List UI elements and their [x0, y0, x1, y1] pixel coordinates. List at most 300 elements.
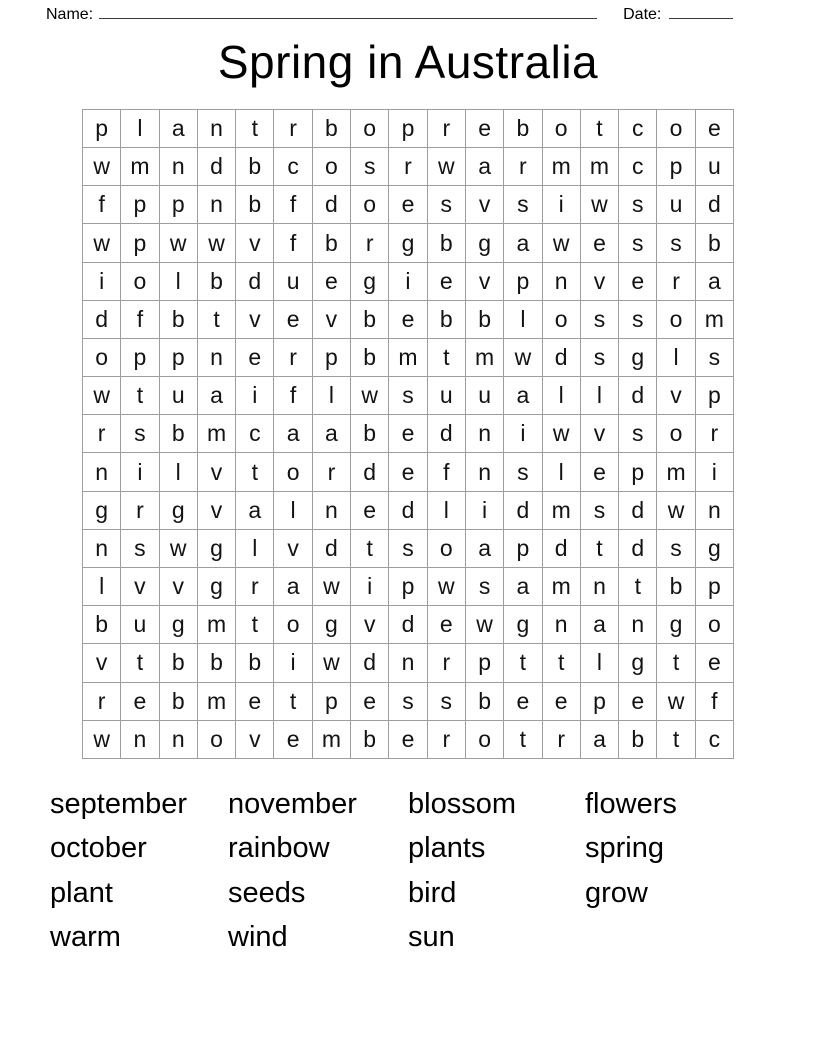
grid-cell: m	[121, 148, 159, 186]
grid-cell: g	[619, 339, 657, 377]
word-item: spring	[585, 832, 664, 865]
grid-cell: e	[581, 224, 619, 262]
grid-cell: b	[428, 301, 466, 339]
grid-cell: f	[83, 186, 121, 224]
grid-cell: m	[466, 339, 504, 377]
grid-cell: i	[121, 453, 159, 491]
grid-cell: b	[313, 110, 351, 148]
grid-cell: r	[274, 110, 312, 148]
grid-cell: e	[274, 301, 312, 339]
grid-cell: i	[543, 186, 581, 224]
grid-cell: v	[581, 415, 619, 453]
grid-cell: g	[198, 530, 236, 568]
grid-cell: s	[581, 301, 619, 339]
word-list-column	[585, 782, 677, 960]
grid-cell: v	[581, 263, 619, 301]
grid-cell: a	[581, 606, 619, 644]
grid-cell: o	[274, 453, 312, 491]
grid-cell: v	[236, 224, 274, 262]
grid-cell: w	[428, 568, 466, 606]
grid-cell: b	[160, 683, 198, 721]
grid-cell: d	[543, 339, 581, 377]
grid-cell: t	[236, 110, 274, 148]
grid-cell: a	[504, 568, 542, 606]
grid-cell: e	[389, 186, 427, 224]
grid-cell: g	[351, 263, 389, 301]
grid-cell: v	[274, 530, 312, 568]
grid-cell: l	[121, 110, 159, 148]
grid-cell: m	[543, 148, 581, 186]
grid-cell: e	[236, 339, 274, 377]
grid-cell: d	[236, 263, 274, 301]
grid-cell: i	[236, 377, 274, 415]
grid-cell: w	[543, 415, 581, 453]
grid-cell: f	[121, 301, 159, 339]
grid-cell: m	[313, 721, 351, 759]
grid-cell: c	[619, 148, 657, 186]
grid-cell: e	[466, 110, 504, 148]
grid-cell: n	[313, 492, 351, 530]
grid-cell: n	[543, 263, 581, 301]
grid-cell: v	[198, 453, 236, 491]
grid-cell: s	[619, 224, 657, 262]
grid-cell: d	[619, 377, 657, 415]
grid-cell: n	[581, 568, 619, 606]
grid-cell: w	[313, 644, 351, 682]
word-list-column	[50, 782, 228, 960]
grid-cell: w	[657, 492, 695, 530]
grid-cell: e	[504, 683, 542, 721]
grid-cell: p	[657, 148, 695, 186]
grid-cell: t	[504, 644, 542, 682]
grid-cell: p	[504, 263, 542, 301]
grid-cell: f	[696, 683, 734, 721]
grid-cell: n	[198, 339, 236, 377]
grid-cell: b	[83, 606, 121, 644]
grid-cell: g	[504, 606, 542, 644]
grid-cell: t	[581, 530, 619, 568]
grid-cell: n	[160, 148, 198, 186]
name-label: Name:	[46, 6, 94, 23]
grid-cell: e	[389, 415, 427, 453]
grid-cell: e	[696, 110, 734, 148]
grid-cell: v	[466, 263, 504, 301]
grid-cell: a	[466, 148, 504, 186]
grid-cell: b	[466, 301, 504, 339]
grid-cell: b	[160, 415, 198, 453]
grid-cell: b	[236, 644, 274, 682]
grid-cell: u	[121, 606, 159, 644]
grid-cell: l	[543, 453, 581, 491]
grid-cell: n	[619, 606, 657, 644]
grid-cell: d	[313, 530, 351, 568]
grid-cell: d	[696, 186, 734, 224]
date-label: Date:	[623, 6, 662, 23]
grid-cell: a	[274, 415, 312, 453]
grid-cell: u	[428, 377, 466, 415]
grid-cell: f	[428, 453, 466, 491]
grid-cell: w	[160, 530, 198, 568]
word-item: plants	[408, 832, 486, 865]
grid-cell: p	[160, 186, 198, 224]
grid-cell: d	[198, 148, 236, 186]
grid-cell: s	[351, 148, 389, 186]
grid-cell: n	[543, 606, 581, 644]
grid-cell: l	[504, 301, 542, 339]
grid-cell: b	[351, 415, 389, 453]
grid-cell: d	[504, 492, 542, 530]
grid-cell: o	[351, 110, 389, 148]
grid-cell: c	[696, 721, 734, 759]
grid-cell: l	[160, 453, 198, 491]
grid-cell: p	[313, 339, 351, 377]
grid-cell: d	[351, 453, 389, 491]
grid-cell: a	[236, 492, 274, 530]
grid-cell: w	[581, 186, 619, 224]
grid-cell: i	[504, 415, 542, 453]
grid-cell: w	[543, 224, 581, 262]
grid-cell: s	[581, 492, 619, 530]
grid-cell: g	[696, 530, 734, 568]
grid-cell: d	[389, 492, 427, 530]
grid-cell: g	[619, 644, 657, 682]
grid-cell: v	[313, 301, 351, 339]
word-item: november	[228, 787, 357, 820]
grid-cell: p	[466, 644, 504, 682]
grid-cell: l	[236, 530, 274, 568]
grid-cell: b	[198, 644, 236, 682]
grid-cell: w	[466, 606, 504, 644]
grid-cell: s	[619, 415, 657, 453]
grid-cell: p	[121, 186, 159, 224]
grid-cell: a	[504, 377, 542, 415]
grid-cell: c	[619, 110, 657, 148]
grid-cell: e	[389, 721, 427, 759]
grid-cell: w	[160, 224, 198, 262]
grid-cell: o	[657, 110, 695, 148]
grid-cell: o	[198, 721, 236, 759]
grid-cell: s	[657, 530, 695, 568]
grid-cell: t	[504, 721, 542, 759]
grid-cell: b	[657, 568, 695, 606]
grid-cell: l	[274, 492, 312, 530]
grid-cell: r	[313, 453, 351, 491]
grid-cell: s	[389, 530, 427, 568]
grid-cell: b	[313, 224, 351, 262]
grid-cell: e	[351, 683, 389, 721]
grid-cell: c	[236, 415, 274, 453]
grid-cell: s	[619, 301, 657, 339]
name-blank-line	[99, 4, 597, 19]
grid-cell: a	[274, 568, 312, 606]
grid-cell: g	[83, 492, 121, 530]
grid-cell: n	[389, 644, 427, 682]
word-item: september	[50, 787, 188, 820]
grid-cell: r	[121, 492, 159, 530]
grid-cell: m	[696, 301, 734, 339]
grid-cell: o	[543, 301, 581, 339]
grid-cell: b	[198, 263, 236, 301]
grid-cell: d	[83, 301, 121, 339]
grid-cell: a	[466, 530, 504, 568]
grid-cell: g	[313, 606, 351, 644]
grid-cell: r	[428, 110, 466, 148]
grid-cell: p	[504, 530, 542, 568]
grid-cell: t	[657, 721, 695, 759]
grid-cell: o	[466, 721, 504, 759]
grid-cell: r	[389, 148, 427, 186]
grid-cell: v	[657, 377, 695, 415]
grid-cell: p	[83, 110, 121, 148]
grid-cell: o	[696, 606, 734, 644]
grid-cell: r	[657, 263, 695, 301]
grid-cell: t	[581, 110, 619, 148]
grid-cell: m	[543, 492, 581, 530]
word-item: october	[50, 832, 147, 865]
grid-cell: l	[657, 339, 695, 377]
grid-cell: f	[274, 224, 312, 262]
grid-cell: t	[236, 606, 274, 644]
grid-cell: b	[351, 721, 389, 759]
grid-cell: n	[198, 110, 236, 148]
grid-cell: r	[83, 683, 121, 721]
grid-cell: g	[198, 568, 236, 606]
grid-cell: m	[657, 453, 695, 491]
grid-cell: e	[236, 683, 274, 721]
grid-cell: u	[160, 377, 198, 415]
grid-cell: d	[313, 186, 351, 224]
grid-cell: d	[351, 644, 389, 682]
grid-cell: r	[696, 415, 734, 453]
grid-cell: m	[198, 683, 236, 721]
grid-cell: n	[83, 453, 121, 491]
grid-cell: i	[466, 492, 504, 530]
grid-cell: s	[581, 339, 619, 377]
grid-cell: b	[619, 721, 657, 759]
grid-cell: a	[504, 224, 542, 262]
grid-cell: u	[466, 377, 504, 415]
grid-cell: m	[198, 606, 236, 644]
grid-cell: r	[504, 148, 542, 186]
grid-cell: p	[313, 683, 351, 721]
grid-cell: s	[428, 186, 466, 224]
grid-cell: t	[428, 339, 466, 377]
grid-cell: o	[274, 606, 312, 644]
grid-cell: g	[160, 606, 198, 644]
grid-cell: n	[121, 721, 159, 759]
grid-cell: v	[121, 568, 159, 606]
grid-cell: v	[351, 606, 389, 644]
grid-cell: e	[121, 683, 159, 721]
grid-cell: r	[351, 224, 389, 262]
grid-cell: t	[274, 683, 312, 721]
grid-cell: l	[160, 263, 198, 301]
grid-cell: t	[619, 568, 657, 606]
grid-cell: e	[274, 721, 312, 759]
grid-cell: b	[236, 148, 274, 186]
grid-cell: g	[160, 492, 198, 530]
grid-cell: i	[351, 568, 389, 606]
grid-cell: r	[83, 415, 121, 453]
grid-cell: r	[428, 644, 466, 682]
grid-cell: p	[160, 339, 198, 377]
grid-cell: n	[466, 415, 504, 453]
grid-cell: r	[236, 568, 274, 606]
grid-cell: t	[198, 301, 236, 339]
grid-cell: i	[696, 453, 734, 491]
grid-cell: o	[657, 301, 695, 339]
grid-cell: o	[428, 530, 466, 568]
grid-cell: v	[236, 721, 274, 759]
grid-cell: u	[696, 148, 734, 186]
grid-cell: w	[83, 721, 121, 759]
header	[0, 0, 816, 26]
grid-cell: n	[696, 492, 734, 530]
grid-cell: b	[466, 683, 504, 721]
grid-cell: d	[428, 415, 466, 453]
grid-cell: o	[657, 415, 695, 453]
grid-cell: e	[543, 683, 581, 721]
grid-cell: s	[121, 530, 159, 568]
word-list-column	[228, 782, 408, 960]
grid-cell: l	[313, 377, 351, 415]
grid-cell: g	[657, 606, 695, 644]
grid-cell: w	[313, 568, 351, 606]
puzzle-title: Spring in Australia	[217, 36, 599, 88]
grid-cell: i	[274, 644, 312, 682]
grid-cell: t	[121, 377, 159, 415]
grid-cell: s	[121, 415, 159, 453]
grid-cell: s	[389, 377, 427, 415]
grid-cell: b	[428, 224, 466, 262]
grid-cell: v	[236, 301, 274, 339]
grid-cell: b	[160, 301, 198, 339]
grid-cell: e	[389, 301, 427, 339]
grid-cell: o	[351, 186, 389, 224]
grid-cell: w	[83, 377, 121, 415]
grid-cell: d	[543, 530, 581, 568]
grid-cell: t	[236, 453, 274, 491]
grid-cell: t	[121, 644, 159, 682]
grid-cell: w	[428, 148, 466, 186]
grid-cell: g	[466, 224, 504, 262]
grid-cell: b	[351, 301, 389, 339]
grid-cell: s	[389, 683, 427, 721]
grid-cell: p	[389, 568, 427, 606]
grid-cell: s	[696, 339, 734, 377]
word-list	[50, 782, 816, 960]
grid-cell: b	[696, 224, 734, 262]
grid-cell: w	[83, 224, 121, 262]
grid-cell: g	[389, 224, 427, 262]
grid-cell: p	[696, 377, 734, 415]
grid-cell: b	[236, 186, 274, 224]
grid-cell: b	[504, 110, 542, 148]
grid-cell: l	[83, 568, 121, 606]
word-item: wind	[228, 921, 288, 954]
word-item: flowers	[585, 787, 677, 820]
grid-cell: r	[428, 721, 466, 759]
grid-cell: u	[274, 263, 312, 301]
grid-cell: m	[389, 339, 427, 377]
grid-cell: e	[313, 263, 351, 301]
grid-cell: e	[696, 644, 734, 682]
grid-cell: f	[274, 377, 312, 415]
grid-cell: o	[543, 110, 581, 148]
grid-cell: p	[581, 683, 619, 721]
grid-cell: b	[351, 339, 389, 377]
grid-cell: a	[313, 415, 351, 453]
grid-cell: m	[543, 568, 581, 606]
grid-cell: v	[198, 492, 236, 530]
grid-cell: w	[351, 377, 389, 415]
grid-cell: a	[696, 263, 734, 301]
grid-cell: t	[543, 644, 581, 682]
grid-cell: l	[581, 377, 619, 415]
grid-cell: r	[543, 721, 581, 759]
grid-cell: u	[657, 186, 695, 224]
grid-cell: i	[83, 263, 121, 301]
grid-cell: a	[160, 110, 198, 148]
grid-cell: d	[389, 606, 427, 644]
grid-cell: a	[581, 721, 619, 759]
grid-cell: p	[696, 568, 734, 606]
grid-cell: e	[619, 683, 657, 721]
word-item: grow	[585, 876, 648, 909]
grid-cell: s	[504, 453, 542, 491]
word-item: plant	[50, 876, 113, 909]
grid-cell: m	[581, 148, 619, 186]
grid-cell: o	[121, 263, 159, 301]
grid-cell: l	[581, 644, 619, 682]
grid-cell: e	[581, 453, 619, 491]
grid-cell: c	[274, 148, 312, 186]
word-item: sun	[408, 921, 455, 954]
grid-cell: v	[466, 186, 504, 224]
grid-cell: o	[313, 148, 351, 186]
grid-cell: n	[198, 186, 236, 224]
grid-cell: p	[121, 339, 159, 377]
grid-cell: w	[83, 148, 121, 186]
word-item: rainbow	[228, 832, 330, 865]
grid-cell: e	[351, 492, 389, 530]
grid-cell: e	[619, 263, 657, 301]
grid-cell: d	[619, 530, 657, 568]
grid-cell: r	[274, 339, 312, 377]
grid-cell: w	[198, 224, 236, 262]
grid-cell: s	[657, 224, 695, 262]
grid-cell: n	[160, 721, 198, 759]
word-item: blossom	[408, 787, 516, 820]
grid-cell: d	[619, 492, 657, 530]
grid-cell: b	[160, 644, 198, 682]
grid-cell: n	[466, 453, 504, 491]
grid-cell: e	[428, 263, 466, 301]
word-item: bird	[408, 876, 457, 909]
grid-cell: s	[619, 186, 657, 224]
word-list-column	[408, 782, 585, 960]
word-item: seeds	[228, 876, 306, 909]
grid-cell: s	[466, 568, 504, 606]
grid-cell: l	[543, 377, 581, 415]
grid-cell: s	[504, 186, 542, 224]
grid-cell: l	[428, 492, 466, 530]
grid-cell: a	[198, 377, 236, 415]
grid-cell: i	[389, 263, 427, 301]
grid-cell: e	[428, 606, 466, 644]
grid-cell: v	[160, 568, 198, 606]
grid-cell: w	[504, 339, 542, 377]
